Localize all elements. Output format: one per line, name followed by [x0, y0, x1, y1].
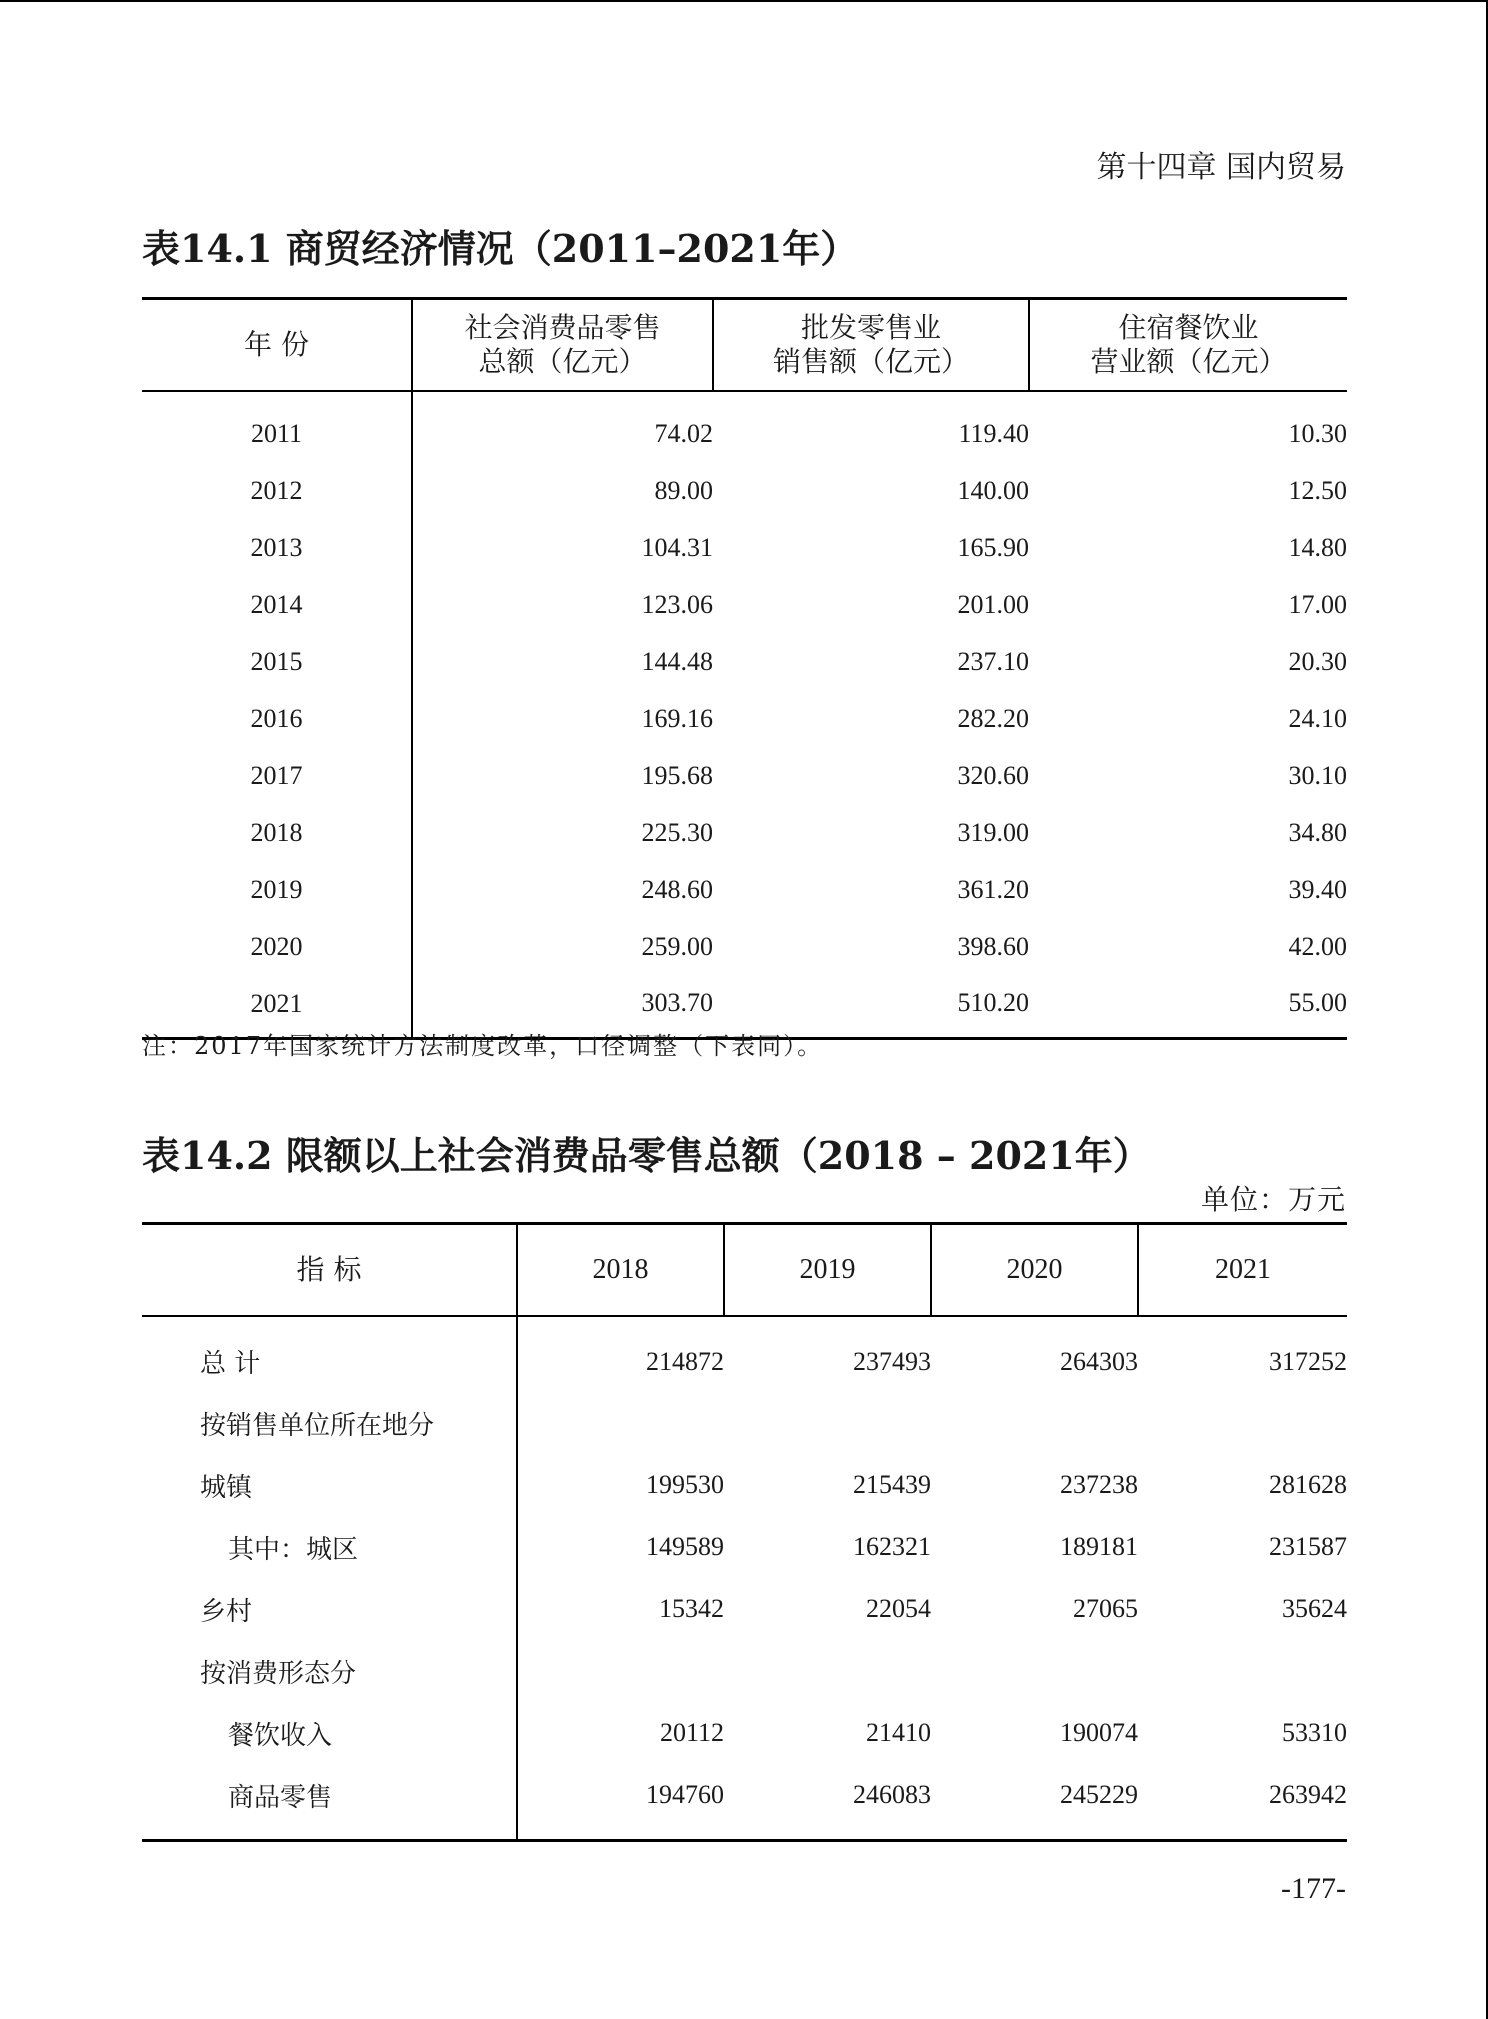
table2-body [142, 1316, 1347, 1841]
value-cell-2018: 194760 [646, 1779, 724, 1809]
value-cell-2020: 245229 [1060, 1779, 1138, 1809]
page-number: -177- [1281, 1872, 1346, 1905]
indicator-cell: 餐饮收入 [142, 1702, 517, 1764]
header-year: 年 份 [142, 299, 412, 392]
indicator-cell: 商品零售 [142, 1764, 517, 1841]
year-cell: 2021 [142, 975, 412, 1039]
table1-header-row [142, 299, 1347, 392]
catering-cell: 14.80 [1288, 532, 1347, 562]
header-2021: 2021 [1138, 1224, 1347, 1317]
catering-cell: 34.80 [1288, 817, 1347, 847]
wholesale-cell: 201.00 [957, 589, 1029, 619]
value-cell-2021: 317252 [1269, 1346, 1347, 1376]
table1-body [142, 391, 1347, 1039]
header-catering-revenue [1029, 299, 1347, 392]
value-cell-2020: 27065 [1073, 1594, 1138, 1623]
catering-cell: 10.30 [1288, 419, 1347, 448]
header-retail-line1: 社会消费品零售 [464, 311, 661, 344]
table-row [142, 391, 1347, 462]
value-cell-2021 [1138, 1392, 1347, 1454]
table1 [142, 297, 1347, 1040]
wholesale-cell: 398.60 [957, 931, 1029, 961]
table2 [142, 1222, 1347, 1842]
value-cell-2020 [931, 1392, 1138, 1454]
wholesale-cell: 237.10 [957, 646, 1029, 676]
table-row [142, 918, 1347, 975]
table-row [142, 804, 1347, 861]
table-row [142, 690, 1347, 747]
indicator-cell: 乡村 [142, 1578, 517, 1640]
retail-cell: 248.60 [641, 874, 713, 904]
value-cell-2020: 237238 [1060, 1470, 1138, 1499]
retail-cell: 74.02 [654, 419, 713, 448]
header-wholesale-sales [713, 299, 1029, 392]
catering-cell: 20.30 [1288, 646, 1347, 676]
retail-cell: 225.30 [641, 817, 713, 847]
page-border-top [0, 0, 1488, 2]
retail-cell: 104.31 [641, 532, 713, 562]
table2-title: 表14.2 限额以上社会消费品零售总额（2018 – 2021年） [142, 1133, 1151, 1178]
wholesale-cell: 165.90 [957, 532, 1029, 562]
table-row [142, 1640, 1347, 1702]
table-row [142, 1578, 1347, 1640]
indicator-cell: 其中：城区 [142, 1516, 517, 1578]
retail-cell: 144.48 [641, 646, 713, 676]
wholesale-cell: 361.20 [957, 874, 1029, 904]
value-cell-2019 [724, 1392, 931, 1454]
value-cell-2018: 20112 [659, 1718, 724, 1747]
header-retail-total [412, 299, 713, 392]
value-cell-2019: 246083 [853, 1779, 931, 1809]
table-row [142, 633, 1347, 690]
table-row [142, 1516, 1347, 1578]
header-2019: 2019 [724, 1224, 931, 1317]
year-cell: 2019 [142, 861, 412, 918]
year-cell: 2014 [142, 576, 412, 633]
catering-cell: 24.10 [1288, 703, 1347, 733]
value-cell-2021: 263942 [1269, 1779, 1347, 1809]
value-cell-2018: 149589 [646, 1532, 724, 1561]
header-2020: 2020 [931, 1224, 1138, 1317]
table-row [142, 1702, 1347, 1764]
year-cell: 2012 [142, 462, 412, 519]
header-indicator: 指 标 [142, 1224, 517, 1317]
indicator-cell: 城镇 [142, 1454, 517, 1516]
wholesale-cell: 510.20 [957, 988, 1029, 1017]
table-row [142, 1454, 1347, 1516]
value-cell-2019: 21410 [866, 1718, 931, 1747]
value-cell-2020 [931, 1640, 1138, 1702]
value-cell-2018: 214872 [646, 1346, 724, 1376]
wholesale-cell: 140.00 [957, 475, 1029, 505]
year-cell: 2015 [142, 633, 412, 690]
retail-cell: 303.70 [641, 988, 713, 1017]
table1-note: 注：2017年国家统计方法制度改革，口径调整（下表同）。 [142, 1032, 824, 1060]
catering-cell: 12.50 [1288, 475, 1347, 505]
table1-title: 表14.1 商贸经济情况（2011–2021年） [142, 226, 859, 271]
catering-cell: 30.10 [1288, 760, 1347, 790]
year-cell: 2018 [142, 804, 412, 861]
retail-cell: 259.00 [641, 931, 713, 961]
table-row [142, 1316, 1347, 1392]
catering-cell: 39.40 [1288, 874, 1347, 904]
value-cell-2021: 231587 [1269, 1532, 1347, 1561]
retail-cell: 195.68 [641, 760, 713, 790]
value-cell-2018 [517, 1640, 724, 1702]
wholesale-cell: 320.60 [957, 760, 1029, 790]
value-cell-2020: 189181 [1060, 1532, 1138, 1561]
indicator-cell: 总 计 [142, 1316, 517, 1392]
header-wholesale-line1: 批发零售业 [800, 311, 941, 344]
year-cell: 2020 [142, 918, 412, 975]
table2-header-row [142, 1224, 1347, 1317]
table-row [142, 519, 1347, 576]
value-cell-2019: 215439 [853, 1470, 931, 1499]
table-row [142, 861, 1347, 918]
catering-cell: 55.00 [1288, 988, 1347, 1017]
value-cell-2021 [1138, 1640, 1347, 1702]
wholesale-cell: 119.40 [958, 419, 1029, 448]
value-cell-2018: 15342 [659, 1594, 724, 1623]
indicator-cell: 按销售单位所在地分 [142, 1392, 517, 1454]
table-row [142, 462, 1347, 519]
indicator-cell: 按消费形态分 [142, 1640, 517, 1702]
value-cell-2019: 22054 [866, 1594, 931, 1623]
table2-unit: 单位：万元 [1200, 1183, 1346, 1216]
wholesale-cell: 282.20 [957, 703, 1029, 733]
retail-cell: 89.00 [654, 475, 713, 505]
year-cell: 2011 [142, 391, 412, 462]
value-cell-2018: 199530 [646, 1470, 724, 1499]
value-cell-2021: 281628 [1269, 1470, 1347, 1499]
table-row [142, 1392, 1347, 1454]
retail-cell: 169.16 [641, 703, 713, 733]
year-cell: 2016 [142, 690, 412, 747]
header-wholesale-line2: 销售额（亿元） [772, 345, 969, 378]
header-catering-line1: 住宿餐饮业 [1118, 311, 1259, 344]
year-cell: 2017 [142, 747, 412, 804]
value-cell-2019 [724, 1640, 931, 1702]
table-row [142, 747, 1347, 804]
value-cell-2020: 264303 [1060, 1346, 1138, 1376]
value-cell-2021: 35624 [1282, 1594, 1347, 1623]
wholesale-cell: 319.00 [957, 817, 1029, 847]
year-cell: 2013 [142, 519, 412, 576]
catering-cell: 42.00 [1288, 931, 1347, 961]
catering-cell: 17.00 [1288, 589, 1347, 619]
value-cell-2018 [517, 1392, 724, 1454]
value-cell-2021: 53310 [1282, 1718, 1347, 1747]
chapter-header: 第十四章 国内贸易 [1096, 150, 1346, 185]
table-row [142, 1764, 1347, 1841]
retail-cell: 123.06 [641, 589, 713, 619]
header-2018: 2018 [517, 1224, 724, 1317]
table-row [142, 576, 1347, 633]
value-cell-2019: 162321 [853, 1532, 931, 1561]
header-catering-line2: 营业额（亿元） [1090, 345, 1287, 378]
value-cell-2019: 237493 [853, 1346, 931, 1376]
header-retail-line2: 总额（亿元） [478, 345, 647, 378]
value-cell-2020: 190074 [1060, 1718, 1138, 1747]
